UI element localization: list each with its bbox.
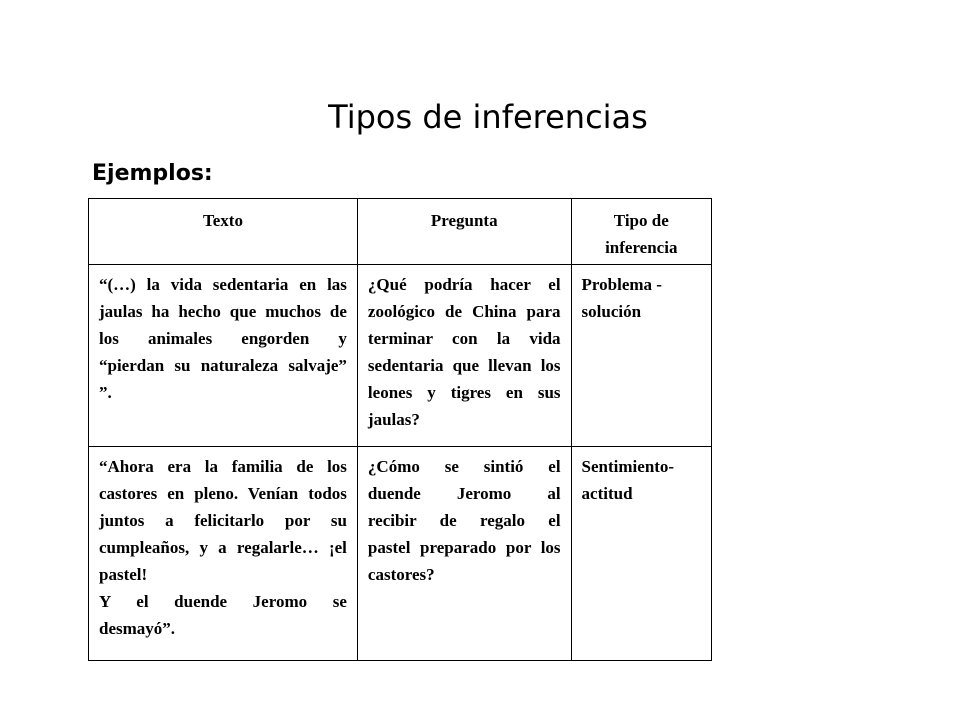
text-line: pastel preparado por los bbox=[367, 538, 561, 557]
text-line: ¿Qué podría hacer el bbox=[367, 275, 561, 294]
text-line: juntos a felicitarlo por su bbox=[99, 511, 347, 530]
text-line: duende Jeromo al bbox=[367, 484, 561, 503]
text-line: zoológico de China para bbox=[367, 302, 561, 321]
header-pregunta: Pregunta bbox=[357, 199, 571, 265]
text-line: recibir de regalo el bbox=[367, 511, 561, 530]
header-tipo-inferencia: Tipo de inferencia bbox=[571, 199, 711, 265]
text-line: desmayó”. bbox=[99, 619, 176, 638]
text-line: “pierdan su naturaleza salvaje” bbox=[99, 356, 347, 375]
table-header-row bbox=[89, 199, 712, 265]
text-line: ”. bbox=[99, 383, 112, 402]
text-line: los animales engorden y bbox=[99, 329, 347, 348]
cell-tipo bbox=[571, 265, 711, 447]
text-line: sedentaria que llevan los bbox=[367, 356, 561, 375]
text-line: castores? bbox=[367, 565, 435, 584]
text-line: ¿Cómo se sintió el bbox=[367, 457, 561, 476]
text-line: pastel! bbox=[99, 565, 148, 584]
text-line: Y el duende Jeromo se bbox=[99, 592, 347, 611]
header-texto: Texto bbox=[89, 199, 358, 265]
text-line: leones y tigres en sus bbox=[367, 383, 561, 402]
text-line: terminar con la vida bbox=[367, 329, 561, 348]
text-line: castores en pleno. Venían todos bbox=[99, 484, 347, 503]
text-line: cumpleaños, y a regalarle… ¡el bbox=[99, 538, 347, 557]
text-line: actitud bbox=[581, 484, 633, 503]
text-line: “(…) la vida sedentaria en las bbox=[99, 275, 347, 294]
examples-subtitle: Ejemplos: bbox=[92, 161, 213, 186]
text-line: Sentimiento- bbox=[581, 457, 675, 476]
text-line: “Ahora era la familia de los bbox=[99, 457, 347, 476]
text-line: jaulas ha hecho que muchos de bbox=[99, 302, 347, 321]
text-line: solución bbox=[581, 302, 642, 321]
cell-pregunta bbox=[357, 447, 571, 661]
cell-texto bbox=[89, 447, 358, 661]
text-line: Problema - bbox=[581, 275, 662, 294]
table-row bbox=[89, 265, 712, 447]
table-row bbox=[89, 447, 712, 661]
cell-pregunta bbox=[357, 265, 571, 447]
inference-examples-table bbox=[88, 198, 712, 661]
cell-tipo bbox=[571, 447, 711, 661]
cell-texto bbox=[89, 265, 358, 447]
slide-title: Tipos de inferencias bbox=[328, 98, 648, 136]
text-line: jaulas? bbox=[367, 410, 420, 429]
